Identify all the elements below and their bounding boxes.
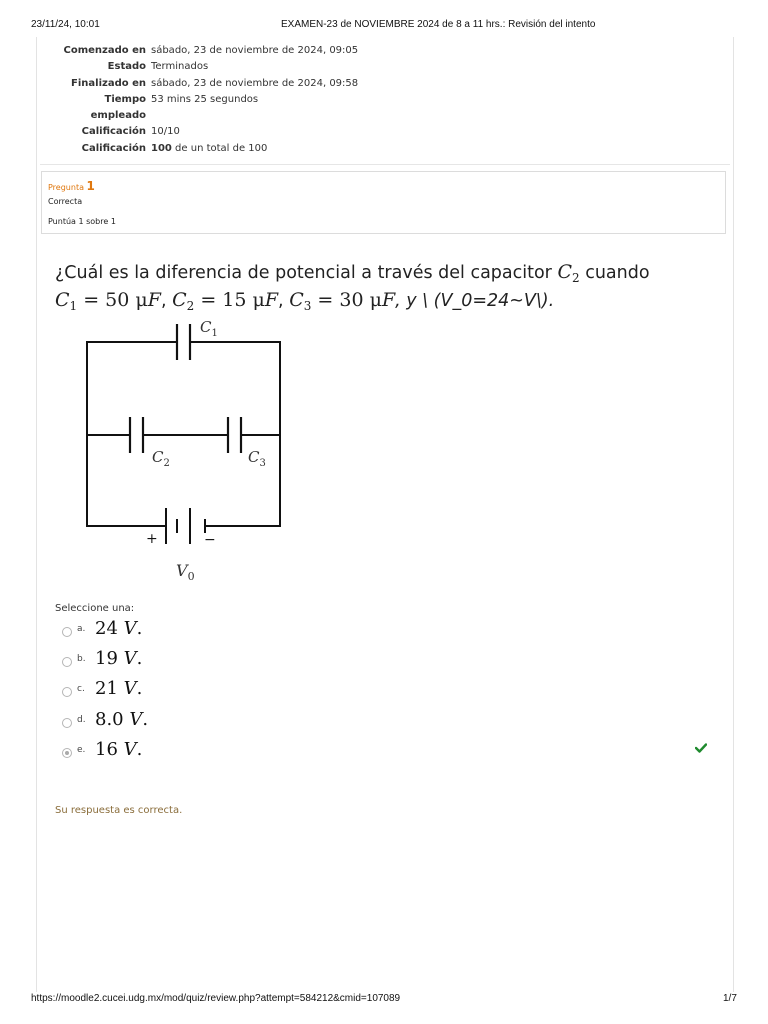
summary-row-started [40, 45, 730, 61]
label-c3: $C_3$ [248, 448, 266, 469]
question-text-a: ¿Cuál es la diferencia de potencial a través del capacitor [55, 263, 558, 283]
score-value [151, 143, 267, 154]
started-value: sábado, 23 de noviembre de 2024, 09:05 [151, 45, 359, 56]
grade-label: Calificación [81, 126, 146, 137]
finished-label: Finalizado en [71, 78, 146, 89]
label-v0: $V_0$ [176, 561, 195, 583]
question-text-b: cuando [579, 263, 650, 283]
summary-row-grade [40, 126, 730, 142]
state-label: Estado [107, 61, 146, 72]
summary-row-score [40, 143, 730, 159]
c1-equation: $C_1 = 50$ μF [55, 289, 161, 313]
capacitor-c3 [228, 417, 241, 453]
label-c1: $C_1$ [200, 318, 218, 339]
capacitor-c1 [177, 324, 190, 360]
label-minus: − [204, 532, 216, 548]
option-answer: 16 V. [95, 739, 143, 760]
option-e[interactable] [60, 739, 460, 765]
option-letter: c. [77, 684, 85, 694]
option-d[interactable] [60, 709, 460, 735]
option-answer: 24 V. [95, 618, 143, 639]
question-number [48, 179, 95, 193]
summary-row-state [40, 61, 730, 77]
document-title: EXAMEN-23 de NOVIEMBRE 2024 de 8 a 11 hrs.: Revisión del intento [281, 19, 596, 30]
question-info-box [41, 171, 726, 234]
score-bold: 100 [151, 143, 172, 154]
score-label: Calificación [81, 143, 146, 154]
capacitor-c2 [130, 417, 143, 453]
capacitor-c2-symbol: $C_2$ [557, 261, 580, 285]
option-b[interactable] [60, 648, 460, 674]
option-letter: d. [77, 715, 86, 725]
finished-value: sábado, 23 de noviembre de 2024, 09:58 [151, 78, 359, 89]
question-line-1 [55, 261, 725, 290]
option-answer: 19 V. [95, 648, 143, 669]
print-date: 23/11/24, 10:01 [31, 19, 100, 30]
option-c[interactable] [60, 678, 460, 704]
summary-row-finished [40, 78, 730, 94]
select-one-label: Seleccione una: [55, 603, 135, 614]
c3-equation: $C_3 = 30$ μF [289, 289, 396, 313]
summary-row-time [40, 94, 730, 126]
page-count: 1/7 [723, 993, 737, 1004]
time-value: 53 mins 25 segundos [151, 94, 259, 105]
radio-c[interactable] [62, 687, 72, 697]
question-text [55, 261, 725, 318]
state-value: Terminados [151, 61, 209, 72]
option-letter: a. [77, 624, 86, 634]
option-answer: 21 V. [95, 678, 143, 699]
score-rest: de un total de 100 [171, 143, 268, 154]
feedback-text: Su respuesta es correcta. [55, 805, 183, 816]
option-letter: b. [77, 654, 86, 664]
c2-equation: $C_2 = 15$ μF [172, 289, 279, 313]
circuit-wires [87, 342, 280, 526]
time-label-2: empleado [90, 110, 146, 121]
page-url: https://moodle2.cucei.udg.mx/mod/quiz/review.php?attempt=584212&cmid=107089 [31, 993, 401, 1004]
started-label: Comenzado en [63, 45, 146, 56]
radio-d[interactable] [62, 718, 72, 728]
battery-v0 [166, 508, 205, 544]
question-line-2: $C_1 = 50$ μF, $C_2 = 15$ μF, $C_3 = 30$ μF, y \ (V_0=24~V\). [55, 289, 555, 313]
print-footer [0, 990, 768, 1010]
circuit-diagram [70, 314, 310, 590]
question-label: Pregunta [48, 183, 84, 192]
radio-a[interactable] [62, 627, 72, 637]
option-answer: 8.0 V. [95, 709, 149, 730]
question-text-c: , y \ (V_0=24~V\). [395, 291, 555, 311]
attempt-summary [40, 40, 730, 165]
checkmark-icon [695, 743, 707, 753]
question-state: Correcta [48, 197, 83, 206]
grade-value: 10/10 [151, 126, 180, 137]
radio-b[interactable] [62, 657, 72, 667]
option-letter: e. [77, 745, 86, 755]
option-a[interactable] [60, 618, 460, 644]
time-label: Tiempo [104, 94, 146, 105]
radio-e[interactable] [62, 748, 72, 758]
question-number-value: 1 [86, 179, 95, 193]
question-grade: Puntúa 1 sobre 1 [48, 217, 116, 226]
print-header [0, 0, 768, 30]
label-plus: + [146, 531, 158, 547]
label-c2: $C_2$ [152, 448, 170, 469]
